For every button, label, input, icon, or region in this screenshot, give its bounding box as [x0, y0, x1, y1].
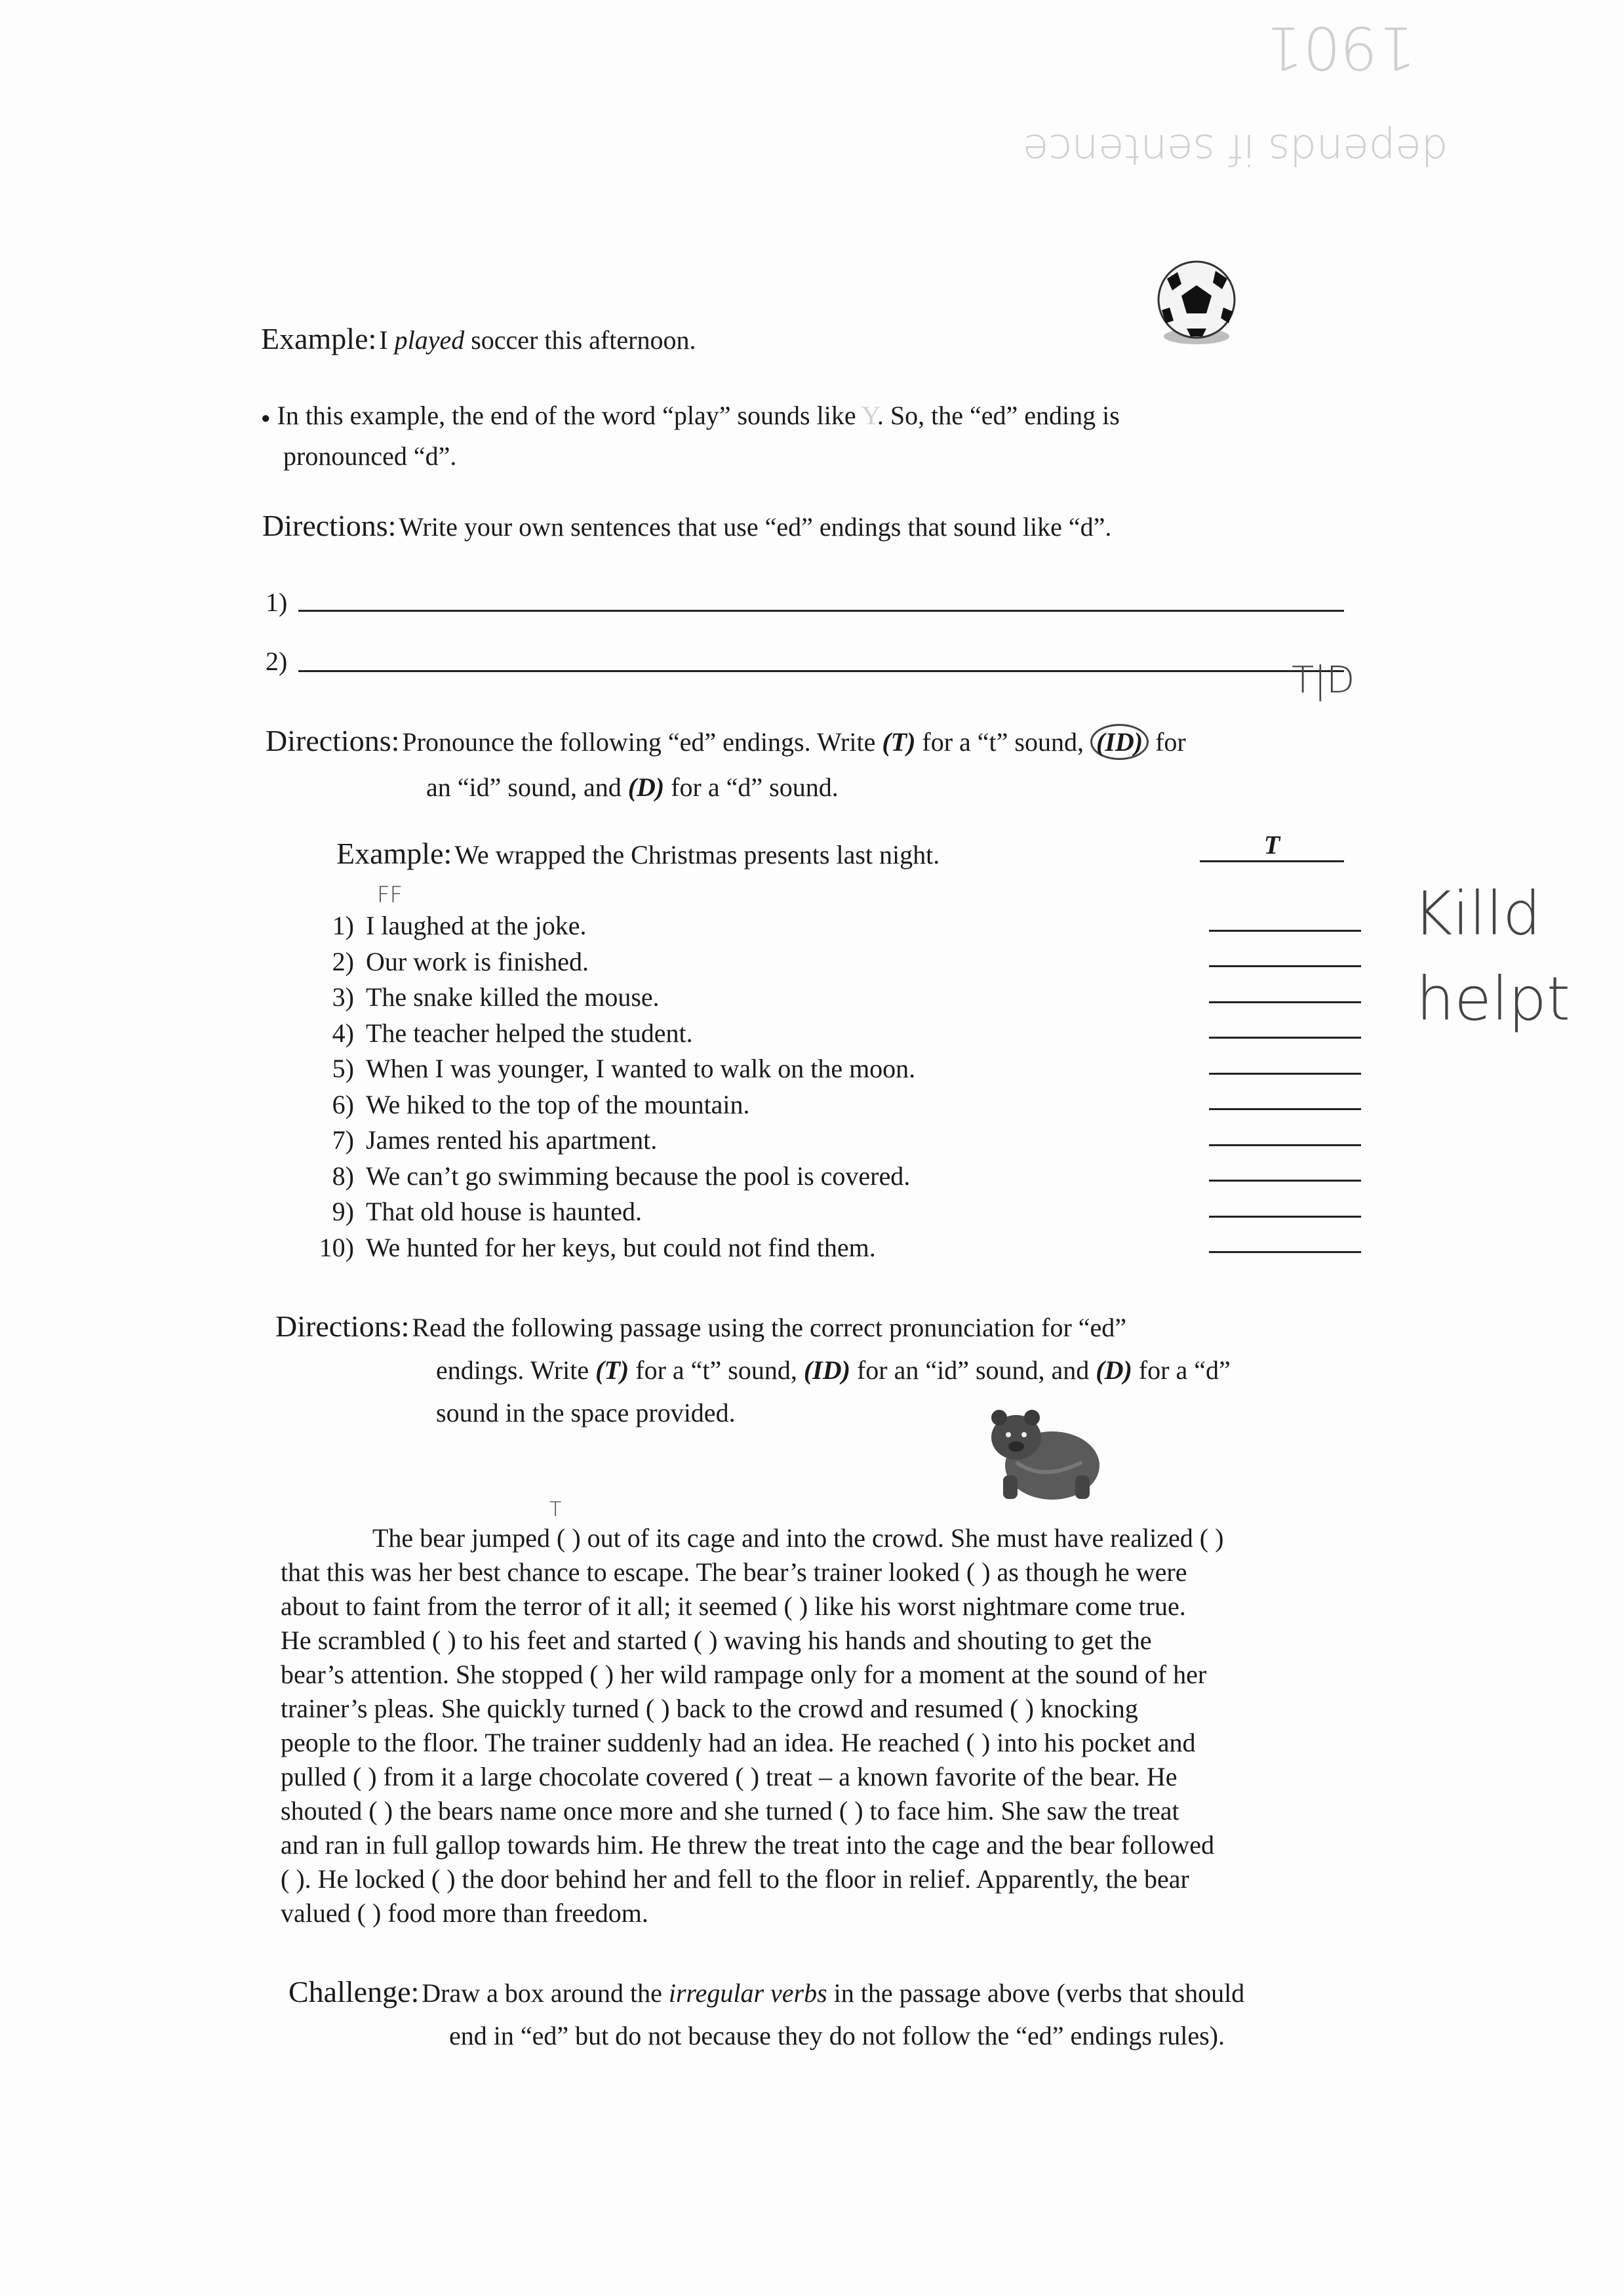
- directions-2-line1c: for: [1149, 727, 1186, 757]
- soccer-ball-icon: [1147, 252, 1246, 351]
- list-item: 3) The snake killed the mouse.: [332, 982, 660, 1012]
- answer-rule-1[interactable]: [1209, 930, 1361, 932]
- example-sentence-2: [336, 836, 940, 871]
- example-sentence-1: [261, 321, 696, 356]
- code-id-circled: (ID): [1090, 724, 1149, 760]
- bullet-note-part3: pronounced “d”.: [283, 441, 457, 471]
- answer-rule-6[interactable]: [1209, 1108, 1361, 1110]
- passage-line: people to the floor. The trainer suddenly had an idea. He reached ( ) into his pocket and: [281, 1728, 1196, 1757]
- code-d: (D): [627, 772, 665, 802]
- passage-line: pulled ( ) from it a large chocolate covered ( ) treat – a known favorite of the bear. He: [281, 1762, 1178, 1791]
- challenge-label: Challenge:: [288, 1975, 420, 2008]
- example-2-answer: T: [1200, 829, 1344, 862]
- directions-2-line2a: an “id” sound, and: [426, 772, 628, 802]
- handwritten-td-note: T|D: [1292, 659, 1355, 702]
- passage-line: that this was her best chance to escape. The bear’s trainer looked ( ) as though he were: [281, 1557, 1187, 1587]
- bullet-note-part1: In this example, the end of the word “play” sounds like: [277, 401, 862, 430]
- answer-rule-2[interactable]: [1209, 965, 1361, 967]
- handwritten-killd: Killd: [1413, 879, 1541, 949]
- answer-rule-9[interactable]: [1209, 1216, 1361, 1218]
- handwritten-t-mark: T: [549, 1498, 562, 1521]
- passage-line: bear’s attention. She stopped ( ) her wild rampage only for a moment at the sound of her: [281, 1660, 1207, 1689]
- irregular-verbs-term: irregular verbs: [668, 1978, 827, 2008]
- example-post: soccer this afternoon.: [464, 325, 696, 355]
- answer-rule-8[interactable]: [1209, 1180, 1361, 1182]
- example-2-text: We wrapped the Christmas presents last night.: [454, 840, 940, 869]
- bullet-note-faint-letter: Y: [862, 401, 877, 430]
- passage-line: ( ). He locked ( ) the door behind her and fell to the floor in relief. Apparently, the bear: [281, 1864, 1189, 1894]
- directions-2-line1b: for a “t” sound,: [915, 727, 1090, 757]
- directions-2-line2b: for a “d” sound.: [664, 772, 839, 802]
- directions-1: [262, 508, 1111, 543]
- code-t: (T): [882, 727, 916, 757]
- list-item: 9) That old house is haunted.: [332, 1197, 643, 1226]
- list-item: 2) Our work is finished.: [332, 946, 589, 976]
- code-t-2: (T): [595, 1355, 629, 1385]
- answer-line-2[interactable]: [298, 670, 1344, 672]
- example-2-label: Example:: [336, 837, 452, 870]
- bullet-dot-icon: ●: [261, 409, 271, 427]
- directions-1-label: Directions:: [262, 509, 397, 542]
- answer-rule-7[interactable]: [1209, 1144, 1361, 1146]
- directions-2: [266, 721, 1380, 813]
- code-id-2: (ID): [803, 1355, 850, 1385]
- list-item: 1) I laughed at the joke.: [332, 911, 587, 940]
- answer-rule-3[interactable]: [1209, 1001, 1361, 1003]
- answer-rule-4[interactable]: [1209, 1037, 1361, 1039]
- list-item: 8) We can’t go swimming because the pool is covered.: [332, 1161, 911, 1191]
- list-item: 5) When I was younger, I wanted to walk on the moon.: [332, 1054, 916, 1083]
- example-label: Example:: [261, 322, 377, 355]
- list-item: 6) We hiked to the top of the mountain.: [332, 1089, 750, 1119]
- code-d-2: (D): [1096, 1355, 1132, 1385]
- answer-rule-10[interactable]: [1209, 1251, 1361, 1253]
- passage-line: trainer’s pleas. She quickly turned ( ) back to the crowd and resumed ( ) knocking: [281, 1694, 1138, 1723]
- list-item: 10) We hunted for her keys, but could not find them.: [319, 1232, 876, 1262]
- passage-line: He scrambled ( ) to his feet and started ( ) waving his hands and shouting to get the: [281, 1626, 1152, 1655]
- bullet-note-part2: . So, the “ed” ending is: [877, 401, 1120, 430]
- passage: [281, 1521, 1421, 1930]
- blank-1-number: 1): [266, 588, 288, 617]
- pronounce-list: [308, 908, 915, 1266]
- challenge-line2: end in “ed” but do not because they do not follow the “ed” endings rules).: [449, 2021, 1225, 2050]
- list-item: 7) James rented his apartment.: [332, 1125, 658, 1155]
- passage-line: The bear jumped ( ) out of its cage and into the crowd. She must have realized ( ): [372, 1523, 1224, 1553]
- directions-3-label: Directions:: [275, 1309, 410, 1343]
- directions-3: Directions: Read the following passage using the correct pronunciation for “ed” endings. Write (T) for a “t” sound, (ID) for an “id” sound, and (D) for a “d” sound in the space provided.: [275, 1309, 1231, 1427]
- handwritten-ff: FF: [377, 882, 403, 908]
- passage-line: valued ( ) food more than freedom.: [281, 1898, 648, 1928]
- example-pre: I: [379, 325, 395, 355]
- directions-2-label: Directions:: [266, 724, 400, 757]
- directions-2-line1a: Pronounce the following “ed” endings. Write: [402, 727, 882, 757]
- directions-3-line3: sound in the space provided.: [436, 1398, 736, 1427]
- answer-line-1[interactable]: [298, 610, 1344, 612]
- passage-line: about to faint from the terror of it all; it seemed ( ) like his worst nightmare come true.: [281, 1591, 1186, 1621]
- bullet-note: [261, 397, 1376, 475]
- corner-note-text: depends if sentence: [1023, 125, 1448, 173]
- blank-2-number: 2): [266, 647, 288, 676]
- bear-icon: [977, 1397, 1108, 1508]
- challenge: Challenge: Draw a box around the irregular verbs in the passage above (verbs that should end in “ed” but do not because they do not follow the “ed” endings rules).: [288, 1975, 1245, 2050]
- corner-note-number: 1901: [1265, 13, 1416, 82]
- directions-1-text: Write your own sentences that use “ed” endings that sound like “d”.: [399, 512, 1112, 542]
- list-item: 4) The teacher helped the student.: [332, 1018, 693, 1048]
- handwritten-helpt: helpt: [1416, 964, 1570, 1034]
- example-verb: played: [394, 325, 465, 355]
- passage-line: shouted ( ) the bears name once more and she turned ( ) to face him. She saw the treat: [281, 1796, 1179, 1826]
- directions-3-line1: Read the following passage using the correct pronunciation for “ed”: [412, 1313, 1127, 1342]
- passage-line: and ran in full gallop towards him. He threw the treat into the cage and the bear followed: [281, 1830, 1214, 1860]
- answer-rule-5[interactable]: [1209, 1073, 1361, 1075]
